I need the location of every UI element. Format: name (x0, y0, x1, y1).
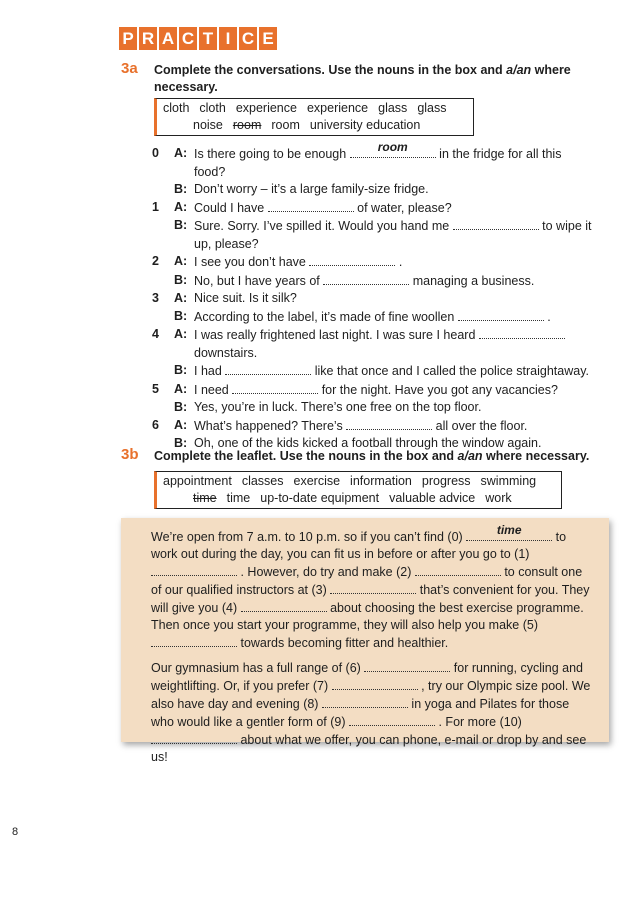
answer-gap[interactable] (232, 381, 318, 394)
example-answer: room (377, 140, 408, 154)
box-word: university education (309, 118, 421, 132)
box-word: swimming (480, 474, 537, 488)
exercise-3a-instruction: Complete the conversations. Use the nouns in the box and a/an where necessary. (154, 63, 571, 94)
box-word: valuable advice (389, 491, 476, 505)
answer-gap[interactable] (268, 199, 354, 212)
answer-gap[interactable] (225, 362, 311, 375)
word-box-3b (154, 471, 562, 509)
answer-gap[interactable] (332, 677, 418, 690)
answer-gap[interactable] (151, 563, 237, 576)
box-word: cloth (163, 101, 190, 115)
item-number: 4 (152, 327, 159, 341)
answer-gap[interactable] (151, 731, 237, 744)
banner-letter: R (139, 27, 157, 50)
box-word: time (226, 491, 251, 505)
conversation-item: 6 A: What’s happened? There’s all over the floor. B: Oh, one of the kids kicked a football through the window again. (152, 417, 594, 453)
answer-gap[interactable] (241, 599, 327, 612)
answer-gap[interactable] (458, 308, 544, 321)
item-number: 6 (152, 417, 159, 432)
item-number: 0 (152, 146, 159, 160)
conversation-item: 4 A: I was really frightened last night. I was sure I heard downstairs. B: I had like that once and I called the police straightaway. (152, 326, 594, 381)
conversation-item: 1 A: Could I have of water, please? B: Sure. Sorry. I’ve spilled it. Would you hand me to wipe it up, please? (152, 199, 594, 254)
page-number: 8 (12, 826, 19, 838)
answer-gap[interactable] (346, 417, 432, 430)
box-word: experience (235, 101, 297, 115)
banner-letter: E (259, 27, 277, 50)
practice-banner (119, 27, 277, 50)
conversation-item: 5 A: I need for the night. Have you got any vacancies? B: Yes, you’re in luck. There’s one free on the top floor. (152, 381, 594, 417)
item-number: 2 (152, 254, 159, 268)
answer-gap[interactable] (415, 563, 501, 576)
banner-letter: P (119, 27, 137, 50)
exercise-3b-number: 3b (121, 446, 139, 463)
answer-gap[interactable] (151, 634, 237, 647)
answer-gap[interactable] (479, 326, 565, 339)
answer-gap[interactable] (349, 713, 435, 726)
box-word: progress (421, 474, 471, 488)
banner-letter: T (199, 27, 217, 50)
box-word: work (485, 491, 512, 505)
exercise-3a-number: 3a (121, 60, 138, 77)
box-word: information (350, 474, 412, 488)
answer-gap[interactable] (322, 695, 408, 708)
box-word: up-to-date equipment (260, 491, 380, 505)
conversation-item: 2 A: I see you don’t have . B: No, but I have years of managing a business. (152, 253, 594, 290)
box-word: cloth (199, 101, 226, 115)
box-word: room (271, 118, 300, 132)
word-box-3a (154, 98, 474, 136)
answer-gap[interactable] (466, 523, 552, 541)
leaflet-paragraph-1: We’re open from 7 a.m. to 10 p.m. so if you can’t find (0) time to work out during the day, you can fit us in before or after you go to (1) . However, do try and make (2) to consult one of our qualified instructors at (3) that’s convenient for you. They will give you (4) about choosing the best exercise programme. Then once you start your programme, they will also help you make (5) towards becoming fitter and healthier. (151, 523, 590, 650)
banner-letter: A (159, 27, 177, 50)
box-word: classes (241, 474, 284, 488)
banner-letter: C (239, 27, 257, 50)
example-answer: time (496, 523, 522, 537)
box-word: noise (193, 118, 223, 132)
answer-gap[interactable] (453, 217, 539, 230)
answer-gap[interactable] (309, 253, 395, 266)
banner-letter: I (219, 27, 237, 50)
answer-gap[interactable] (330, 581, 416, 594)
conversation-item: 3 A: Nice suit. Is it silk? B: According to the label, it’s made of fine woollen . (152, 290, 594, 326)
conversation-list (152, 140, 594, 453)
box-word: glass (417, 101, 447, 115)
item-number: 5 (152, 381, 159, 396)
leaflet-paragraph-2: Our gymnasium has a full range of (6) for running, cycling and weightlifting. Or, if you prefer (7) , try our Olympic size pool. We also have day and evening (8) in yoga and Pilates for those who would like a gentler form of (9) . For more (10) about what we offer, you can phone, e-mail or drop by and see us! (151, 661, 591, 764)
box-word: glass (378, 101, 408, 115)
box-word: experience (306, 101, 369, 115)
item-number: 3 (152, 291, 159, 305)
box-word-crossed: room (232, 118, 262, 132)
item-number: 1 (152, 199, 159, 214)
answer-gap[interactable] (323, 272, 409, 285)
exercise-3b-instruction: Complete the leaflet. Use the nouns in the box and a/an where necessary. (154, 449, 590, 463)
box-word: appointment (163, 474, 232, 488)
gym-leaflet (121, 518, 609, 764)
banner-letter: C (179, 27, 197, 50)
box-word-crossed: time (193, 491, 217, 505)
answer-gap[interactable] (364, 659, 450, 672)
answer-gap[interactable] (350, 140, 436, 158)
conversation-item: 0 A: Is there going to be enough room in the fridge for all this food? B: Don’t worry – it’s a large family-size fridge. (152, 145, 594, 199)
box-word: exercise (293, 474, 341, 488)
